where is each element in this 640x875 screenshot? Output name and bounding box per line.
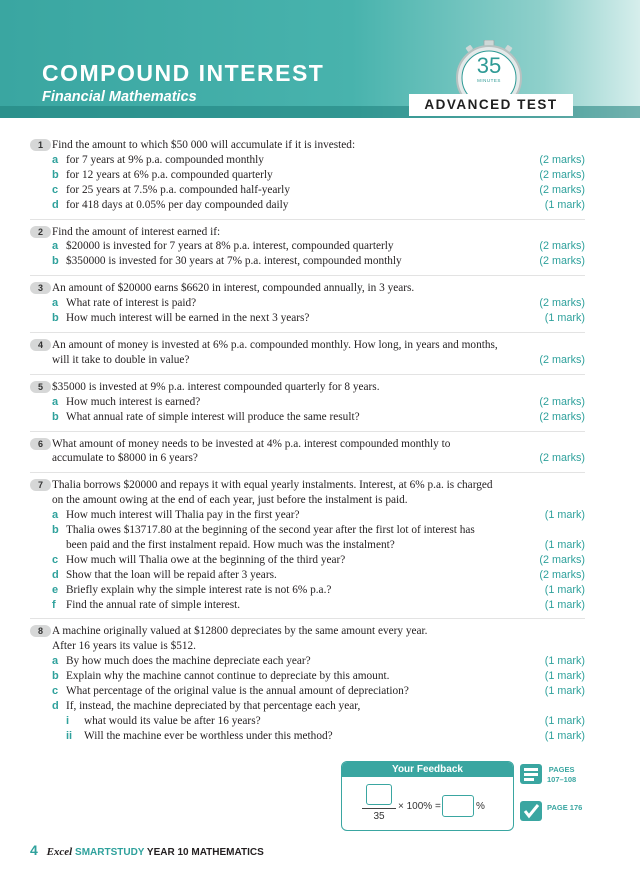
question-line bbox=[30, 493, 585, 508]
question-number-badge: 4 bbox=[30, 339, 51, 351]
page-title: COMPOUND INTEREST bbox=[42, 60, 325, 86]
subpart-label: ii bbox=[66, 729, 73, 742]
page-footer bbox=[30, 842, 264, 858]
question-line bbox=[30, 168, 585, 183]
marks-label: (1 mark) bbox=[544, 312, 585, 325]
part-label: d bbox=[52, 568, 59, 581]
question-line bbox=[30, 437, 585, 452]
question-line bbox=[30, 538, 585, 553]
question-line bbox=[30, 410, 585, 425]
question-text: $20000 is invested for 7 years at 8% p.a. interest, compounded quarterly bbox=[66, 240, 394, 253]
question-number-badge: 8 bbox=[30, 625, 51, 637]
question-text: What annual rate of simple interest will produce the same result? bbox=[66, 410, 360, 423]
question-text: what would its value be after 16 years? bbox=[84, 714, 261, 727]
part-label: d bbox=[52, 700, 59, 712]
question-text: for 7 years at 9% p.a. compounded monthly bbox=[66, 153, 264, 166]
footer-book: YEAR 10 MATHEMATICS bbox=[146, 847, 264, 858]
feedback-title: Your Feedback bbox=[342, 762, 513, 777]
question-line bbox=[30, 684, 585, 699]
question-text: $35000 is invested at 9% p.a. interest compounded quarterly for 8 years. bbox=[52, 380, 380, 393]
question-line bbox=[30, 296, 585, 311]
question-line bbox=[30, 714, 585, 729]
marks-label: (2 marks) bbox=[539, 255, 585, 268]
part-label: a bbox=[52, 509, 59, 522]
number-cell bbox=[30, 380, 52, 395]
page-subtitle: Financial Mathematics bbox=[42, 89, 197, 105]
question-line bbox=[30, 568, 585, 583]
percent-input-box[interactable] bbox=[442, 795, 474, 817]
question-line bbox=[30, 729, 585, 744]
number-cell bbox=[30, 138, 52, 153]
question-text: accumulate to $8000 in 6 years? bbox=[52, 452, 198, 465]
score-denominator: 35 bbox=[373, 811, 385, 822]
question-line bbox=[30, 183, 585, 198]
question-line bbox=[30, 198, 585, 213]
part-label: a bbox=[52, 240, 59, 253]
fraction-bar bbox=[362, 808, 396, 809]
question-text: What rate of interest is paid? bbox=[66, 297, 197, 310]
part-label: a bbox=[52, 153, 59, 166]
pages-reference bbox=[547, 765, 576, 785]
number-cell bbox=[30, 478, 52, 493]
question-number-badge: 7 bbox=[30, 479, 51, 491]
marks-label: (2 marks) bbox=[539, 568, 585, 581]
answers-page-reference: PAGE 176 bbox=[547, 803, 583, 812]
question-4 bbox=[30, 332, 585, 374]
pages-range: 107–108 bbox=[547, 775, 577, 784]
feedback-box bbox=[341, 761, 514, 831]
question-line bbox=[30, 138, 585, 153]
question-text: Thalia owes $13717.80 at the beginning of the second year after the first lot of interest has bbox=[66, 524, 475, 537]
question-number-badge: 1 bbox=[30, 139, 51, 151]
question-text: What percentage of the original value is the annual amount of depreciation? bbox=[66, 685, 409, 698]
question-text: will it take to double in value? bbox=[52, 353, 190, 366]
question-text: How much interest is earned? bbox=[66, 395, 201, 408]
question-text: Find the amount of interest earned if: bbox=[52, 225, 221, 238]
question-number-badge: 6 bbox=[30, 438, 51, 450]
time-value: 35 bbox=[476, 53, 502, 78]
question-text: What amount of money needs to be invested at 4% p.a. interest compounded monthly to bbox=[52, 437, 451, 450]
question-line bbox=[30, 654, 585, 669]
question-line bbox=[30, 380, 585, 395]
number-cell bbox=[30, 624, 52, 639]
question-text: been paid and the first instalment repaid. How much was the instalment? bbox=[66, 538, 395, 551]
marks-label: (2 marks) bbox=[539, 410, 585, 423]
question-line bbox=[30, 508, 585, 523]
question-2 bbox=[30, 219, 585, 276]
question-text: Briefly explain why the simple interest rate is not 6% p.a.? bbox=[66, 583, 332, 596]
part-label: c bbox=[52, 183, 59, 196]
question-text: Find the amount to which $50 000 will accumulate if it is invested: bbox=[52, 139, 356, 151]
part-label: f bbox=[52, 598, 56, 611]
question-line bbox=[30, 281, 585, 296]
marks-label: (2 marks) bbox=[539, 297, 585, 310]
part-label: b bbox=[52, 524, 59, 537]
marks-label: (2 marks) bbox=[539, 553, 585, 566]
marks-label: (2 marks) bbox=[539, 240, 585, 253]
part-label: b bbox=[52, 255, 59, 268]
part-label: d bbox=[52, 198, 59, 211]
question-number-badge: 5 bbox=[30, 381, 51, 393]
marks-label: (2 marks) bbox=[539, 153, 585, 166]
question-text: for 12 years at 6% p.a. compounded quarterly bbox=[66, 168, 273, 181]
question-text: How much interest will Thalia pay in the first year? bbox=[66, 509, 300, 522]
part-label: c bbox=[52, 553, 59, 566]
question-text: How much will Thalia owe at the beginning of the third year? bbox=[66, 553, 346, 566]
marks-label: (2 marks) bbox=[539, 395, 585, 408]
marks-label: (1 mark) bbox=[544, 670, 585, 683]
question-text: By how much does the machine depreciate each year? bbox=[66, 655, 311, 668]
question-1 bbox=[30, 133, 585, 219]
question-text: An amount of money is invested at 6% p.a. compounded monthly. How long, in years and months, bbox=[52, 338, 498, 351]
question-8 bbox=[30, 618, 585, 749]
footer-series: SMARTSTUDY bbox=[75, 847, 145, 858]
question-7 bbox=[30, 472, 585, 618]
marks-label: (2 marks) bbox=[539, 353, 585, 366]
question-line bbox=[30, 338, 585, 353]
question-line bbox=[30, 598, 585, 613]
question-line bbox=[30, 583, 585, 598]
marks-label: (1 mark) bbox=[544, 538, 585, 551]
footer-brand: Excel bbox=[46, 846, 73, 858]
question-line bbox=[30, 153, 585, 168]
question-text: After 16 years its value is $512. bbox=[52, 640, 197, 653]
marks-label: (2 marks) bbox=[539, 183, 585, 196]
marks-label: (1 mark) bbox=[544, 655, 585, 668]
question-text: Thalia borrows $20000 and repays it with equal yearly instalments. Interest, at 6% p.a. is charged bbox=[52, 479, 493, 492]
question-text: How much interest will be earned in the next 3 years? bbox=[66, 312, 310, 325]
number-cell bbox=[30, 437, 52, 452]
part-label: b bbox=[52, 168, 59, 181]
percent-sign: % bbox=[476, 801, 485, 812]
subpart-label: i bbox=[66, 714, 70, 727]
question-number-badge: 3 bbox=[30, 282, 51, 294]
question-text: A machine originally valued at $12800 depreciates by the same amount every year. bbox=[52, 625, 428, 638]
question-number-badge: 2 bbox=[30, 226, 51, 238]
question-text: $350000 is invested for 30 years at 7% p.a. interest, compounded monthly bbox=[66, 255, 402, 268]
question-text: Explain why the machine cannot continue to depreciate by this amount. bbox=[66, 670, 390, 683]
part-label: b bbox=[52, 670, 59, 683]
question-line bbox=[30, 239, 585, 254]
pages-label: PAGES bbox=[548, 765, 575, 774]
question-line bbox=[30, 395, 585, 410]
test-label: ADVANCED TEST bbox=[409, 94, 573, 116]
question-line bbox=[30, 669, 585, 684]
part-label: a bbox=[52, 655, 59, 668]
question-text: for 25 years at 7.5% p.a. compounded half-yearly bbox=[66, 183, 290, 196]
question-line bbox=[30, 225, 585, 240]
time-unit: MINUTES bbox=[477, 78, 501, 83]
question-text: If, instead, the machine depreciated by that percentage each year, bbox=[66, 700, 361, 712]
question-text: An amount of $20000 earns $6620 in interest, compounded annually, in 3 years. bbox=[52, 282, 415, 295]
number-cell bbox=[30, 338, 52, 353]
part-label: a bbox=[52, 395, 59, 408]
marks-label: (1 mark) bbox=[544, 583, 585, 596]
page-number: 4 bbox=[30, 842, 38, 858]
question-line bbox=[30, 699, 585, 714]
multiplier-text: × 100% = bbox=[398, 801, 441, 812]
part-label: b bbox=[52, 312, 59, 325]
question-5 bbox=[30, 374, 585, 431]
question-6 bbox=[30, 431, 585, 473]
marks-label: (1 mark) bbox=[544, 729, 585, 742]
part-label: b bbox=[52, 410, 59, 423]
part-label: c bbox=[52, 685, 59, 698]
marks-label: (1 mark) bbox=[544, 509, 585, 522]
score-input-box[interactable] bbox=[366, 784, 392, 805]
question-text: on the amount owing at the end of each year, just before the instalment is paid. bbox=[52, 494, 408, 507]
part-label: e bbox=[52, 583, 59, 596]
question-line bbox=[30, 624, 585, 639]
question-line bbox=[30, 523, 585, 538]
question-line bbox=[30, 553, 585, 568]
part-label: a bbox=[52, 297, 59, 310]
marks-label: (2 marks) bbox=[539, 452, 585, 465]
question-line bbox=[30, 311, 585, 326]
question-sheet bbox=[30, 133, 585, 750]
question-text: Find the annual rate of simple interest. bbox=[66, 598, 241, 611]
question-line bbox=[30, 451, 585, 466]
question-text: Will the machine ever be worthless under this method? bbox=[84, 729, 333, 742]
number-cell bbox=[30, 281, 52, 296]
marks-label: (1 mark) bbox=[544, 714, 585, 727]
marks-label: (1 mark) bbox=[544, 598, 585, 611]
number-cell bbox=[30, 225, 52, 240]
question-text: Show that the loan will be repaid after 3 years. bbox=[66, 568, 277, 581]
marks-label: (1 mark) bbox=[544, 198, 585, 211]
question-text: for 418 days at 0.05% per day compounded daily bbox=[66, 198, 289, 211]
question-line bbox=[30, 254, 585, 269]
question-line bbox=[30, 478, 585, 493]
question-line bbox=[30, 639, 585, 654]
marks-label: (1 mark) bbox=[544, 685, 585, 698]
marks-label: (2 marks) bbox=[539, 168, 585, 181]
question-3 bbox=[30, 275, 585, 332]
question-line bbox=[30, 353, 585, 368]
